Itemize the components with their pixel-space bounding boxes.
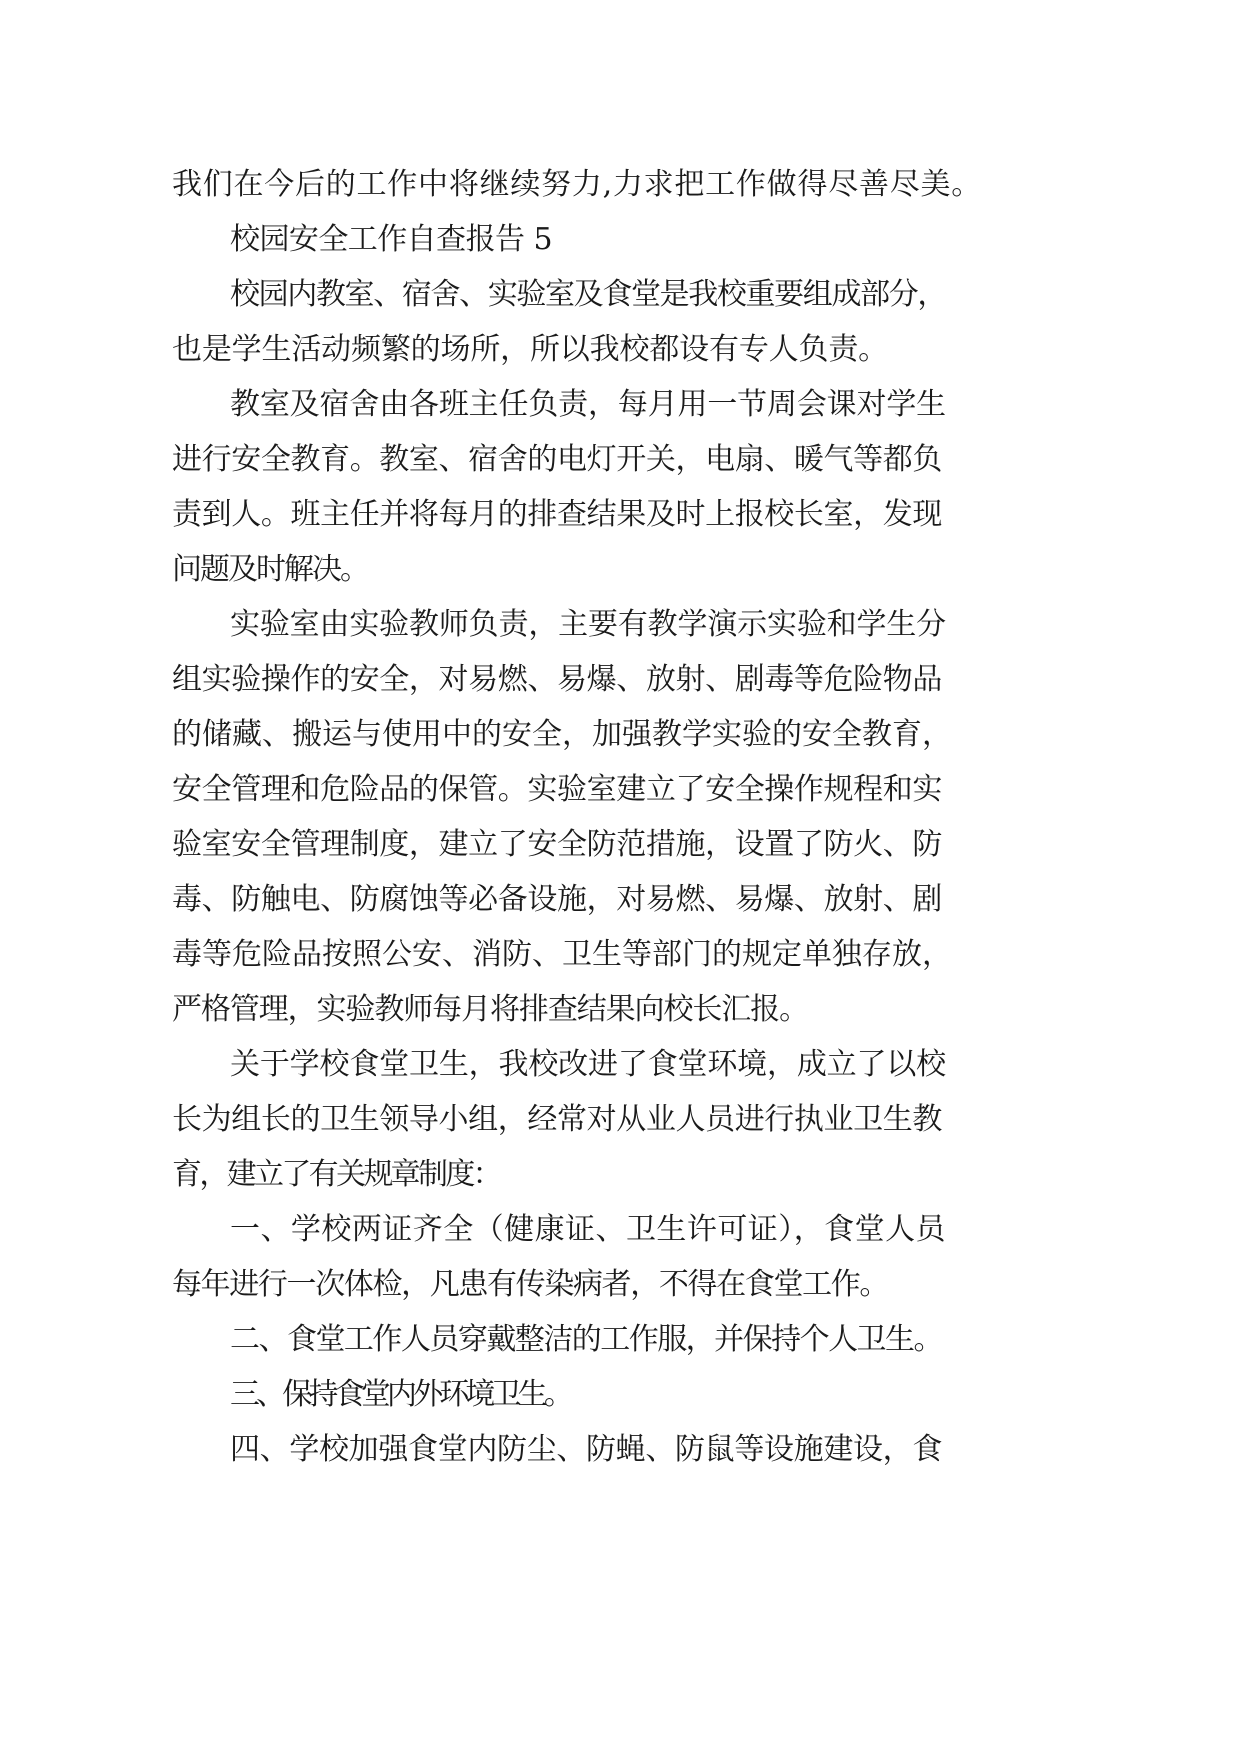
text-line: 我们在今后的工作中将继续努力,力求把工作做得尽善尽美。 [172,167,982,202]
text-line: 关于学校食堂卫生，我校改进了食堂环境，成立了以校 [230,1047,946,1082]
text-line: 的储藏、搬运与使用中的安全，加强教学实验的安全教育， [172,717,952,752]
text-line: 问题及时解决。 [172,552,368,587]
text-line: 四、学校加强食堂内防尘、防蝇、防鼠等设施建设，食 [230,1432,942,1467]
text-line: 组实验操作的安全，对易燃、易爆、放射、剧毒等危险物品 [172,662,942,697]
text-line: 安全管理和危险品的保管。实验室建立了安全操作规程和实 [172,772,942,807]
text-line: 教室及宿舍由各班主任负责，每月用一节周会课对学生 [230,387,946,422]
section-heading: 校园安全工作自查报告 5 [230,222,552,257]
text-line: 进行安全教育。教室、宿舍的电灯开关，电扇、暖气等都负 [172,442,942,477]
text-line: 责到人。班主任并将每月的排查结果及时上报校长室，发现 [172,497,942,532]
text-line: 实验室由实验教师负责，主要有教学演示实验和学生分 [230,607,946,642]
text-line: 也是学生活动频繁的场所，所以我校都设有专人负责。 [172,332,888,367]
text-line: 三、保持食堂内外环境卫生。 [230,1377,570,1412]
text-line: 校园内教室、宿舍、实验室及食堂是我校重要组成部分， [230,277,946,312]
text-line: 严格管理，实验教师每月将排查结果向校长汇报。 [172,992,808,1027]
text-line: 验室安全管理制度，建立了安全防范措施，设置了防火、防 [172,827,942,862]
text-line: 二、食堂工作人员穿戴整洁的工作服，并保持个人卫生。 [230,1322,942,1357]
text-line: 育，建立了有关规章制度： [172,1157,500,1192]
text-line: 长为组长的卫生领导小组，经常对从业人员进行执业卫生教 [172,1102,942,1137]
text-line: 每年进行一次体检，凡患有传染病者，不得在食堂工作。 [172,1267,888,1302]
text-line: 毒等危险品按照公安、消防、卫生等部门的规定单独存放， [172,937,952,972]
text-line: 一、学校两证齐全（健康证、卫生许可证），食堂人员 [230,1212,946,1247]
text-line: 毒、防触电、防腐蚀等必备设施，对易燃、易爆、放射、剧 [172,882,942,917]
